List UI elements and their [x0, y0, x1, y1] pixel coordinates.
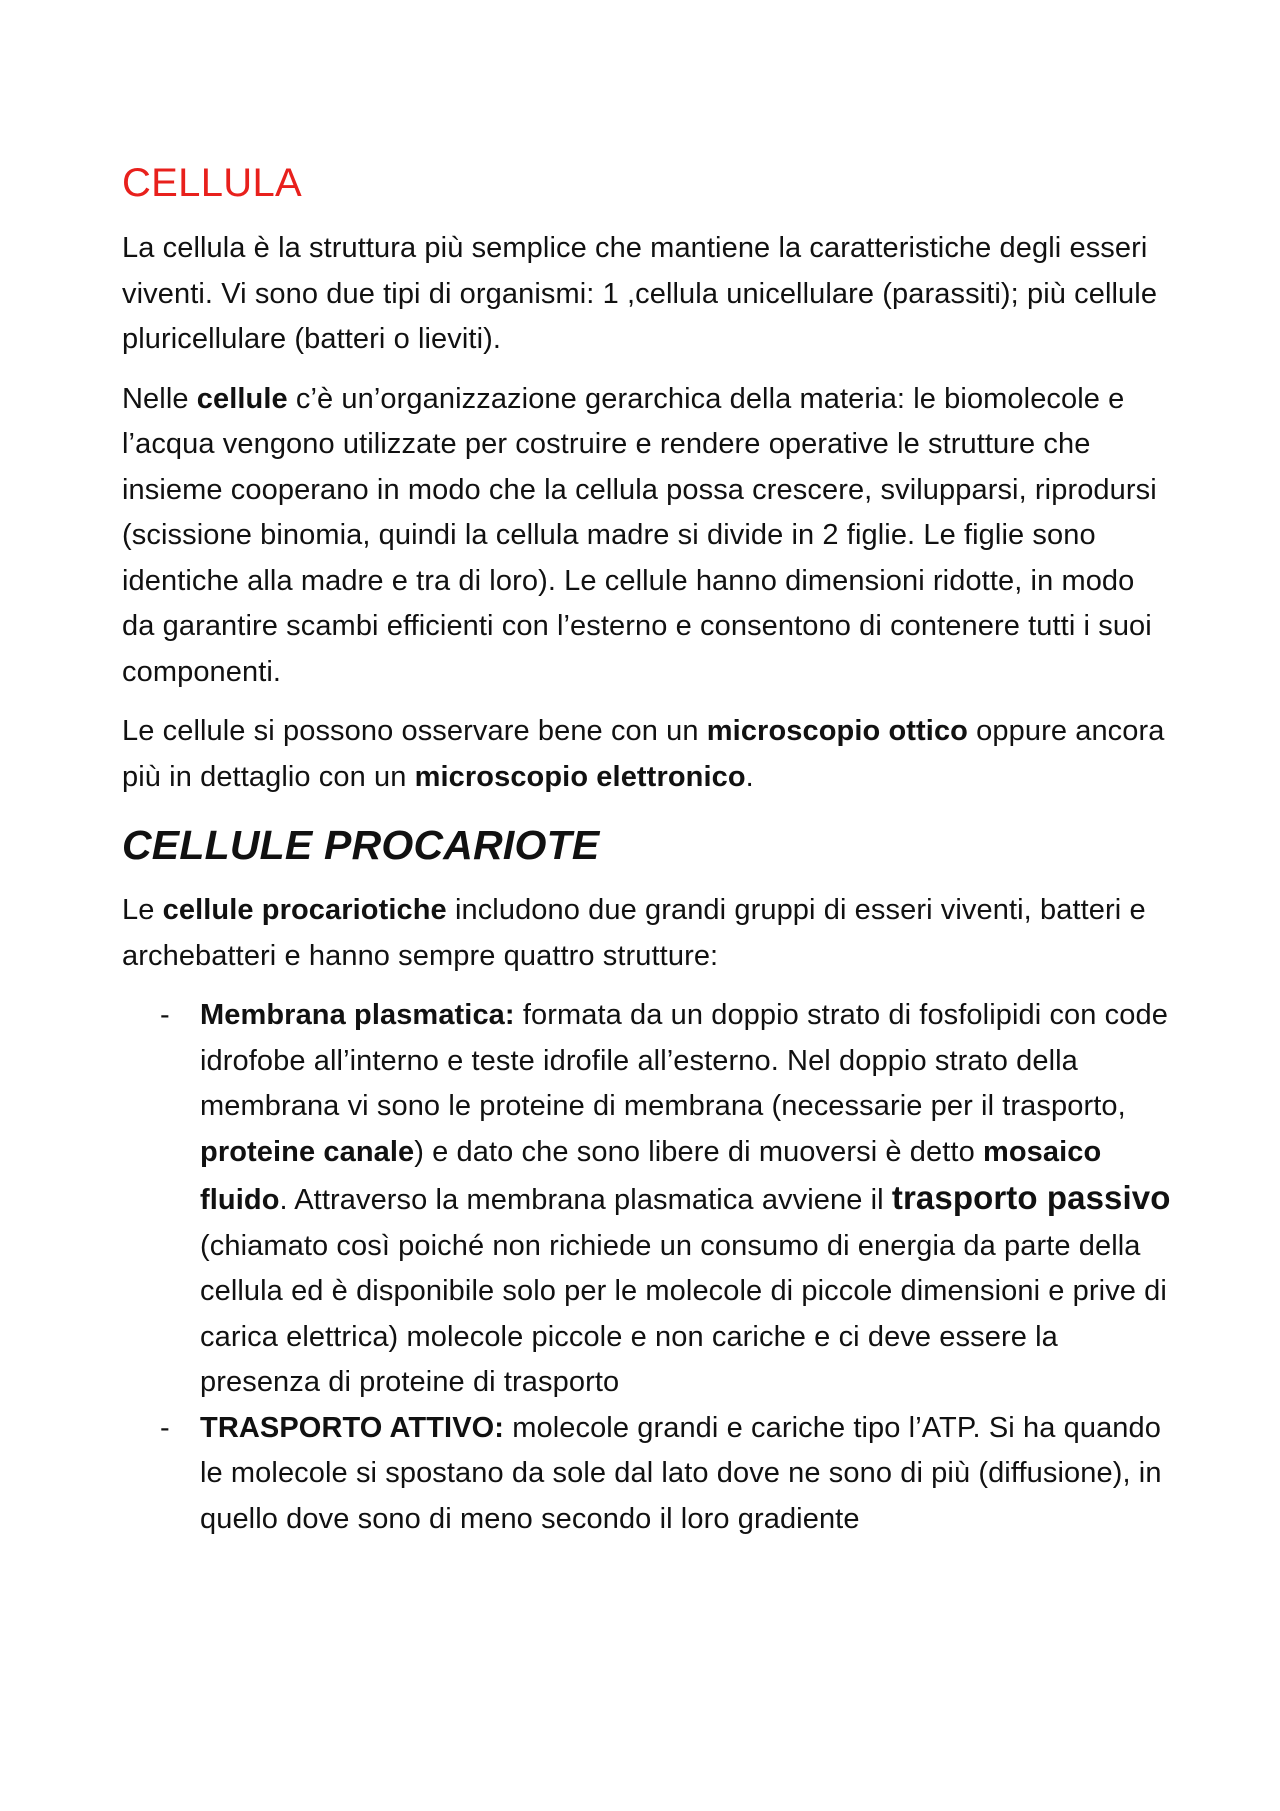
paragraph-text: Le	[122, 894, 163, 926]
bold-term: cellule procariotiche	[162, 894, 447, 926]
list-dash: -	[160, 999, 170, 1031]
paragraph-procarioti	[122, 888, 1172, 979]
bold-term: Membrana plasmatica:	[200, 999, 515, 1031]
paragraph-text: Le cellule si possono osservare bene con un	[122, 715, 707, 747]
bold-term-large: trasporto passivo	[891, 1179, 1171, 1216]
document-page	[122, 158, 1172, 1542]
list-text: (chiamato così poiché non richiede un consumo di energia da parte della cellula ed è disponibile solo per le molecole di piccole dimensioni e prive di carica elettrica) molecole piccole e non cariche e ci deve essere la presenza di proteine di trasporto	[200, 1229, 1167, 1398]
bold-term: mosaico fluido	[200, 1135, 1102, 1216]
paragraph-text: Nelle	[122, 382, 197, 415]
paragraph-text: includono due grandi gruppi di esseri viventi, batteri e archebatteri e hanno sempre quattro strutture:	[122, 894, 1146, 972]
paragraph-text: c’è un’organizzazione gerarchica della materia: le biomolecole e l’acqua vengono utilizzate per costruire e rendere operative le strutture che insieme cooperano in modo che la cellula possa crescere, svilupparsi, riprodursi (scissione binomia, quindi la cellula madre si divide in 2 figlie. Le figlie sono identiche alla madre e tra di loro). Le cellule hanno dimensioni ridotte, in modo da garantire scambi efficienti con l’esterno e consentono di contenere tutti i suoi componenti.	[122, 382, 1157, 688]
bold-term: TRASPORTO ATTIVO:	[200, 1411, 505, 1444]
section-heading: CELLULE PROCARIOTE	[122, 822, 600, 868]
list-text: molecole grandi e cariche tipo l’ATP. Si ha quando le molecole si spostano da sole dal lato dove ne sono di più (diffusione), in quello dove sono di meno secondo il loro gradiente	[200, 1411, 1162, 1535]
paragraph-text: .	[745, 760, 754, 793]
list-text: . Attraverso la membrana plasmatica avviene il	[279, 1184, 892, 1216]
list-item	[122, 993, 1172, 1406]
paragraph-organization	[122, 377, 1172, 696]
page-title: CELLULA	[122, 161, 302, 205]
list-dash: -	[160, 1411, 170, 1444]
bold-term: microscopio elettronico	[414, 760, 746, 793]
bold-term: cellule	[196, 382, 288, 415]
list-text: ) e dato che sono libere di muoversi è detto	[414, 1135, 983, 1168]
paragraph-microscope	[122, 709, 1172, 800]
bold-term: proteine canale	[200, 1135, 415, 1168]
structures-list	[122, 993, 1172, 1542]
list-text: formata da un doppio strato di fosfolipidi con code idrofobe all’interno e teste idrofile all’esterno. Nel doppio strato della membrana vi sono le proteine di membrana (necessarie per il trasporto,	[200, 999, 1168, 1122]
list-item	[122, 1406, 1172, 1543]
intro-paragraph: La cellula è la struttura più semplice che mantiene la caratteristiche degli esseri viventi. Vi sono due tipi di organismi: 1 ,cellula unicellulare (parassiti); più cellule pluricellulare (batteri o lieviti).	[122, 232, 1158, 355]
paragraph-text: oppure ancora più in dettaglio con un	[122, 715, 1165, 793]
bold-term: microscopio ottico	[706, 715, 968, 747]
